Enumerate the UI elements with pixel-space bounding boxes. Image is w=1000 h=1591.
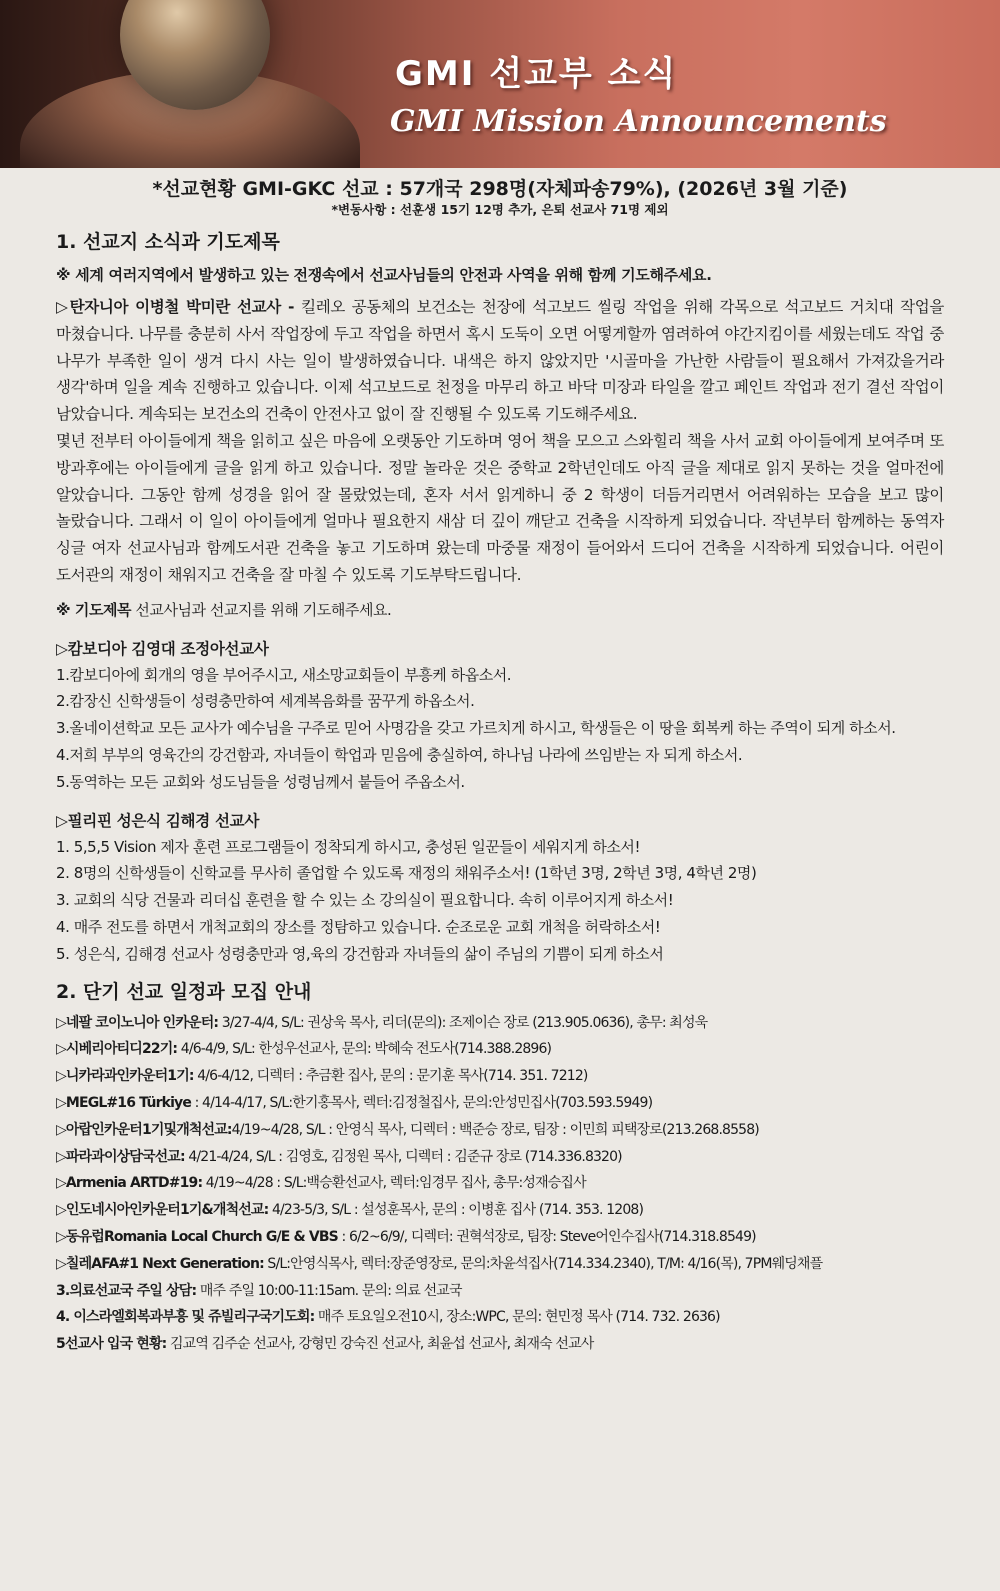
trip-paraguay [56,1144,944,1171]
tanzania-label: ▷탄자니아 이병철 박미란 선교사 - [56,298,302,316]
war-prayer-alert: ※ 세계 여러지역에서 발생하고 있는 전쟁속에서 선교사님들의 안전과 사역을 위해 함께 기도해주세요. [56,266,712,284]
trip-details: : 6/2~6/9/, 디렉터: 권혁석장로, 팀장: Steve어인수집사(714.318.8549) [337,1228,756,1245]
philippines-item-1: 1. 5,5,5 Vision 제자 훈련 프로그램들이 정착되게 하시고, 충성된 일꾼들이 세워지게 하소서! [56,837,641,856]
trip-details: : 4/14-4/17, S/L:한기홍목사, 렉터:김정철집사, 문의:안성민집사(703.593.5949) [190,1094,653,1111]
prayer-topics-line [56,597,944,624]
philippines-item-4: 4. 매주 전도를 하면서 개척교회의 장소를 정탐하고 있습니다. 순조로운 교회 개척을 허락하소서! [56,917,661,936]
content [56,176,944,1358]
trip-chile [56,1251,944,1278]
trip-details: 4/23-5/3, S/L : 설성훈목사, 문의 : 이병훈 집사 (714. 353. 1208) [268,1202,644,1219]
trip-armenia [56,1170,944,1197]
trip-label: ▷Armenia ARTD#19: [56,1175,203,1192]
banner-title: GMI 선교부 소식 [395,54,678,94]
trip-indonesia [56,1197,944,1224]
cambodia-heading: ▷캄보디아 김영대 조정아선교사 [56,639,269,658]
trip-arab [56,1117,944,1144]
section-1-heading: 1. 선교지 소식과 기도제목 [56,231,280,253]
trip-label: ▷인도네시아인카운터1기&개척선교: [56,1202,269,1219]
tanzania-paragraph-1 [56,294,944,428]
section-4-text: 매주 토요일오전10시, 장소:WPC, 문의: 현민정 목사 (714. 732. 2636) [314,1309,720,1326]
header-banner [0,0,1000,168]
cambodia-item-5: 5.동역하는 모든 교회와 성도님들을 성령님께서 붙들어 주옵소서. [56,772,465,791]
trip-label: ▷아랍인카운터1기및개척선교: [56,1121,232,1138]
philippines-item-2: 2. 8명의 신학생들이 신학교를 무사히 졸업할 수 있도록 재정의 채워주소서! (1학년 3명, 2학년 3명, 4학년 2명) [56,864,757,883]
trip-nicaragua [56,1063,944,1090]
mission-summary-note: *변동사항 : 선훈생 15기 12명 추가, 은퇴 선교사 71명 제외 [331,202,669,217]
section-3-text: 매주 주일 10:00-11:15am. 문의: 의료 선교국 [196,1282,462,1299]
trip-label: ▷MEGL#16 Türkiye [56,1094,191,1111]
philippines-item-5: 5. 성은식, 김해경 선교사 성령충만과 영,육의 강건함과 자녀들의 삶이 주님의 기쁨이 되게 하소서 [56,944,664,963]
philippines-heading: ▷필리핀 성은식 김해경 선교사 [56,811,259,830]
trip-details: 4/6-4/9, S/L: 한성우선교사, 문의: 박혜숙 전도사(714.388.2896) [177,1041,552,1058]
section-5-label: 5선교사 입국 현황: [56,1336,167,1353]
cambodia-item-2: 2.캄장신 신학생들이 성령충만하여 세계복음화를 꿈꾸게 하옵소서. [56,692,475,711]
section-5-text: 김교역 김주순 선교사, 강형민 강숙진 선교사, 최윤섭 선교사, 최재숙 선교사 [166,1336,594,1353]
trip-label: ▷칠레AFA#1 Next Generation: [56,1255,264,1272]
trip-label: ▷시베리아티디22기: [56,1041,178,1058]
tanzania-text-1: 킬레오 공동체의 보건소는 천장에 석고보드 씰링 작업을 위해 각목으로 석고보드 거치대 작업을 마쳤습니다. 나무를 충분히 사서 작업장에 두고 작업을 하면서 혹시 도둑이 오면 어떻게할까 염려하여 야간지킴이를 세웠는데도 작업 중 나무가 부족한 일이 생겨 다시 사는 일이 발생하였습니다. 내색은 하지 않았지만 '시골마을 가난한 사람들이 필요해서 가져갔을거라 생각'하며 일을 계속 진행하고 있습니다. 이제 석고보드로 천정을 마무리 하고 바닥 미장과 타일을 깔고 페인트 작업과 전기 결선 작업이 남았습니다. 계속되는 보건소의 건축이 안전사고 없이 잘 진행될 수 있도록 기도해주세요. [56,298,944,424]
trip-label: ▷동유럽Romania Local Church G/E & VBS [56,1228,338,1245]
banner-subtitle: GMI Mission Announcements [390,104,887,139]
trip-label: ▷파라과이상담국선교: [56,1148,185,1165]
section-2-heading: 2. 단기 선교 일정과 모집 안내 [56,980,312,1003]
trip-details: S/L:안영식목사, 렉터:장준영장로, 문의:차윤석집사(714.334.2340), T/M: 4/16(목), 7PM웨딩채플 [263,1255,823,1272]
section-4-label: 4. 이스라엘회복과부흥 및 쥬빌리구국기도회: [56,1309,315,1326]
cambodia-item-3: 3.올네이션학교 모든 교사가 예수님을 구주로 믿어 사명감을 갖고 가르치게 하시고, 학생들은 이 땅을 회복케 하는 주역이 되게 하소서. [56,719,896,738]
trip-siberia [56,1036,944,1063]
trip-details: 4/21-4/24, S/L : 김영호, 김정원 목사, 디렉터 : 김준규 장로 (714.336.8320) [184,1148,622,1165]
philippines-item-3: 3. 교회의 식당 건물과 리더십 훈련을 할 수 있는 소 강의실이 필요합니다. 속히 이루어지게 하소서! [56,891,674,910]
trip-details: 4/19~4/28, S/L : 안영식 목사, 디렉터 : 백준승 장로, 팀장 : 이민희 피택장로(213.268.8558) [231,1121,759,1138]
section-4-israel-prayer [56,1304,944,1331]
trip-label: ▷니카라과인카운터1기: [56,1068,194,1085]
trip-details: 3/27-4/4, S/L: 권상욱 목사, 리더(문의): 조제이슨 장로 (213.905.0636), 총무: 최성욱 [218,1014,708,1031]
trip-details: 4/6-4/12, 디렉터 : 추금환 집사, 문의 : 문기훈 목사(714. 351. 7212) [193,1068,588,1085]
section-5-arrivals [56,1331,944,1358]
trip-nepal [56,1010,944,1037]
section-3-medical [56,1278,944,1305]
tanzania-paragraph-2: 몇년 전부터 아이들에게 책을 읽히고 싶은 마음에 오랫동안 기도하며 영어 책을 모으고 스와힐리 책을 사서 교회 아이들에게 보여주며 또 방과후에는 아이들에게 글을 읽게 하고 있습니다. 정말 놀라운 것은 중학교 2학년인데도 아직 글을 제대로 읽지 못하는 것을 얼마전에 알았습니다. 그동안 함께 성경을 읽어 잘 몰랐었는데, 혼자 서서 읽게하니 중 2 학생이 더듬거리면서 어려워하는 모습을 보고 많이 놀랐습니다. 그래서 이 일이 아이들에게 얼마나 필요한지 새삼 더 깊이 깨닫고 건축을 시작하게 되었습니다. 작년부터 함께하는 동역자 싱글 여자 선교사님과 함께도서관 건축을 놓고 기도하며 왔는데 마중물 재정이 들어와서 드디어 건축을 시작하게 되었습니다. 어린이 도서관의 재정이 채워지고 건축을 잘 마칠 수 있도록 기도부탁드립니다. [56,431,944,584]
trip-details: 4/19~4/28 : S/L:백승환선교사, 렉터:임경무 집사, 총무:성재승집사 [202,1175,586,1192]
prayer-topics-label: ※ 기도제목 [56,600,132,619]
trip-turkiye [56,1090,944,1117]
trip-romania [56,1224,944,1251]
cambodia-item-1: 1.캄보디아에 회개의 영을 부어주시고, 새소망교회들이 부흥케 하옵소서. [56,665,512,684]
section-3-label: 3.의료선교국 주일 상담: [56,1282,197,1299]
trip-label: ▷네팔 코이노니아 인카운터: [56,1014,219,1031]
mission-summary: *선교현황 GMI-GKC 선교 : 57개국 298명(자체파송79%), (2026년 3월 기준) [152,178,848,200]
prayer-topics-text: 선교사님과 선교지를 위해 기도해주세요. [131,600,392,619]
cambodia-item-4: 4.저희 부부의 영육간의 강건함과, 자녀들이 학업과 믿음에 충실하여, 하나님 나라에 쓰임받는 자 되게 하소서. [56,745,743,764]
